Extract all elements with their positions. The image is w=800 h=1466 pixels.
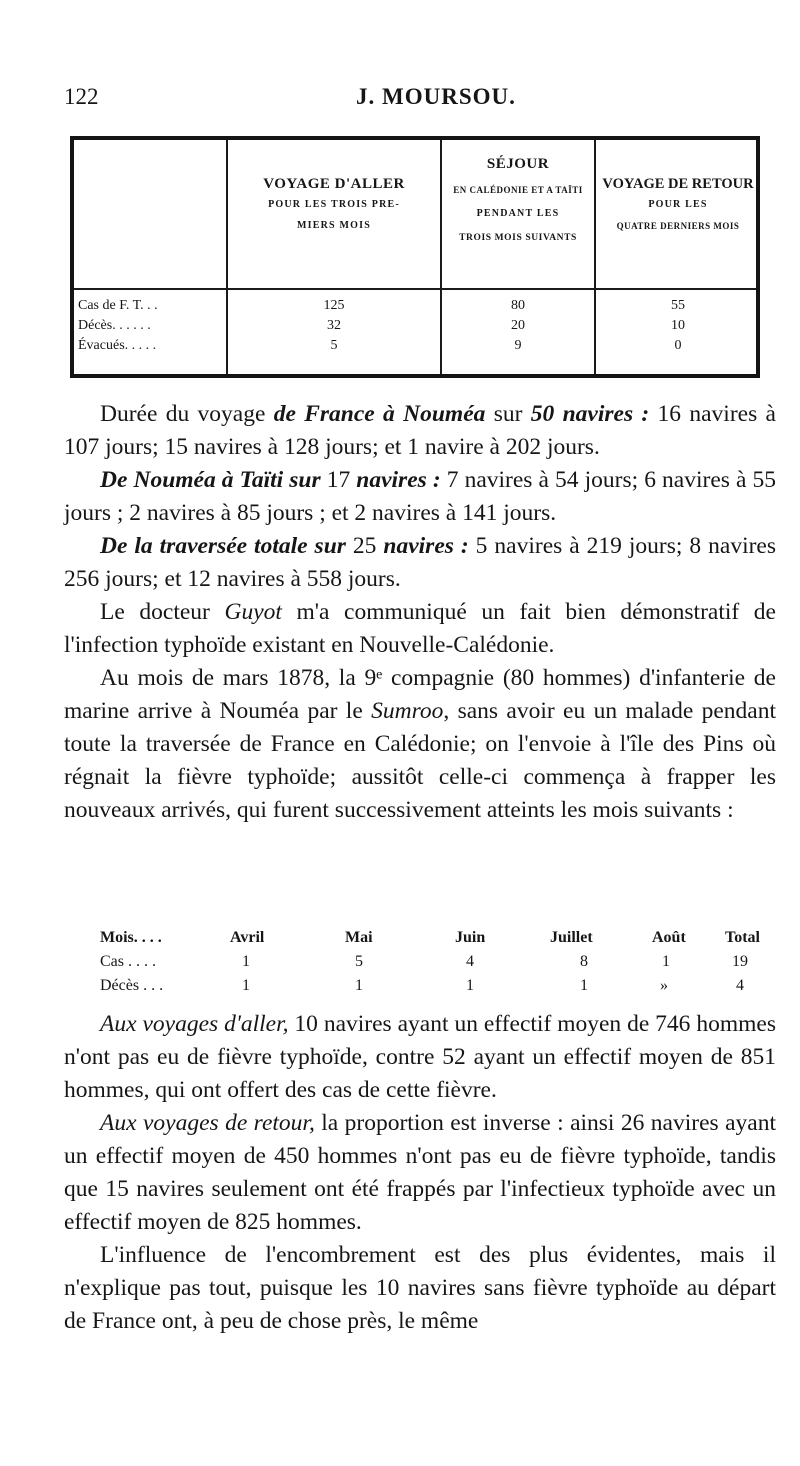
table-cell: 125	[323, 298, 345, 313]
text-run-italic: Aux voyages de retour,	[100, 1110, 315, 1136]
page-number: 122	[64, 84, 99, 109]
row-label: Décès. . . . . .	[78, 318, 151, 333]
paragraph	[64, 1107, 776, 1239]
values-sejour	[442, 296, 594, 356]
text-run: Le docteur	[100, 599, 225, 625]
table-cell: Juin	[455, 929, 486, 946]
table-cell: Avril	[230, 929, 265, 946]
text-run: 10 navires ayant un effectif moyen de 746 hommes n'ont pas eu de fièvre typhoïde, contre 52 ayant un effectif moyen de 851 hommes, qui ont offert des cas de cette fièvre.	[64, 1011, 776, 1103]
column-subtitle: QUATRE DERNIERS MOIS	[616, 221, 740, 231]
text-run: 17	[320, 467, 357, 493]
text-run: sur	[485, 401, 531, 427]
paragraph	[64, 1239, 776, 1338]
column-subtitle: MIERS MOIS	[297, 220, 371, 231]
table-row	[100, 950, 760, 974]
table-cell: 1	[662, 953, 670, 970]
table-cell: 0	[674, 338, 682, 353]
table-cell: Décès . . .	[100, 977, 164, 994]
statistics-table	[70, 136, 760, 378]
text-run-italic: navires :	[383, 533, 469, 559]
table-cell: Cas . . . .	[100, 953, 156, 970]
column-title: VOYAGE D'ALLER	[263, 176, 405, 192]
table-cell: 1	[580, 977, 588, 994]
text-run: 25	[345, 533, 384, 559]
text-run-italic: Guyot	[224, 599, 282, 625]
table-cell: 5	[330, 338, 338, 353]
table-cell: 1	[466, 977, 474, 994]
text-run: 7 navires à 54 jours; 6 navires à 55 jours ; 2 navires à 85 jours ; et 2 navires à 141 jours.	[64, 467, 776, 526]
text-run-italic: De la traversée totale sur	[100, 533, 346, 559]
text-run-italic: 50 navires :	[530, 401, 650, 427]
text-run: 16 navires à 107 jours; 15 navires à 128 jours; et 1 navire à 202 jours.	[64, 401, 776, 460]
text-run: la proportion est inverse : ainsi 26 navires ayant un effectif moyen de 450 hommes n'ont pas eu de fièvre typhoïde, tandis que 15 navires seulement ont été frappés par l'infectieux typhoïde avec un effectif moyen de 825 hommes.	[64, 1110, 776, 1235]
column-title: VOYAGE DE RETOUR	[602, 176, 754, 192]
monthly-table	[100, 926, 760, 998]
table-row	[100, 926, 760, 950]
values-aller	[228, 296, 440, 356]
table-cell: 4	[736, 977, 744, 994]
column-subtitle: EN CALÉDONIE ET A TAÏTI	[453, 185, 583, 195]
table-cell: 55	[671, 298, 685, 313]
text-run-italic: Sumroo	[371, 698, 444, 724]
paragraph	[64, 662, 776, 827]
column-subtitle: POUR LES TROIS PRE-	[268, 199, 400, 210]
paragraph	[64, 530, 776, 596]
table-cell: 1	[242, 953, 250, 970]
text-run-italic: navires :	[356, 467, 441, 493]
text-run: Durée du voyage	[100, 401, 274, 427]
table-cell: 1	[242, 977, 250, 994]
table-cell: Total	[725, 929, 760, 946]
row-label: Évacués. . . . .	[78, 338, 157, 353]
text-run-italic: de France à Nouméa	[273, 401, 486, 427]
column-subtitle: POUR LES	[648, 199, 708, 210]
table-cell: Juillet	[550, 929, 593, 946]
values-retour	[596, 296, 760, 356]
running-header	[64, 84, 764, 120]
column-subtitle: PENDANT LES	[476, 208, 560, 219]
paragraph	[64, 398, 776, 464]
text-run: 5 navires à 219 jours; 8 navires 256 jours; et 12 navires à 558 jours.	[64, 533, 777, 592]
text-run: Au mois de mars 1878, la 9ᵉ compagnie (80 hommes) d'infanterie de marine arrive à Nouméa par le	[64, 665, 776, 724]
body-text	[64, 398, 776, 827]
table-row	[100, 974, 760, 998]
table-cell: Août	[652, 929, 686, 946]
column-header-sejour	[442, 140, 594, 298]
paragraph	[64, 464, 776, 530]
running-title: J. MOURSOU.	[356, 84, 516, 109]
column-title: SÉJOUR	[486, 156, 550, 172]
text-run: , sans avoir eu un malade pendant toute la traversée de France en Calédonie; on l'envoie à l'île des Pins où régnait la fièvre typhoïde; aussitôt celle-ci commença à frapper les nouveaux arrivés, qui furent successivement atteints les mois suivants :	[64, 698, 776, 823]
table-cell: 4	[466, 953, 474, 970]
paragraph	[64, 596, 776, 662]
table-cell: Mai	[345, 929, 373, 946]
row-label: Cas de F. T. . .	[78, 298, 158, 313]
paragraph	[64, 1008, 776, 1107]
column-subtitle: TROIS MOIS SUIVANTS	[459, 233, 577, 243]
text-run: m'a communiqué un fait bien démonstratif de l'infection typhoïde existant en Nouvelle-Calédonie.	[64, 599, 776, 658]
table-cell: »	[660, 977, 668, 994]
text-run-italic: De Nouméa à Taïti sur	[100, 467, 321, 493]
table-cell: 19	[732, 953, 748, 970]
table-cell: 8	[580, 953, 588, 970]
table-cell: 1	[355, 977, 363, 994]
table-cell: 10	[671, 318, 685, 333]
table-cell: 5	[355, 953, 363, 970]
table-cell: Mois. . . .	[100, 929, 162, 946]
body-text-continued	[64, 1008, 776, 1338]
row-labels	[78, 296, 228, 356]
text-run-italic: Aux voyages d'aller,	[100, 1011, 289, 1037]
table-cell: 20	[511, 318, 525, 333]
table-cell: 80	[511, 298, 525, 313]
table-cell: 9	[514, 338, 522, 353]
table-cell: 32	[327, 318, 341, 333]
text-run: L'influence de l'encombrement est des plus évidentes, mais il n'explique pas tout, puisque les 10 navires sans fièvre typhoïde au départ de France ont, à peu de chose près, le même	[64, 1242, 776, 1334]
